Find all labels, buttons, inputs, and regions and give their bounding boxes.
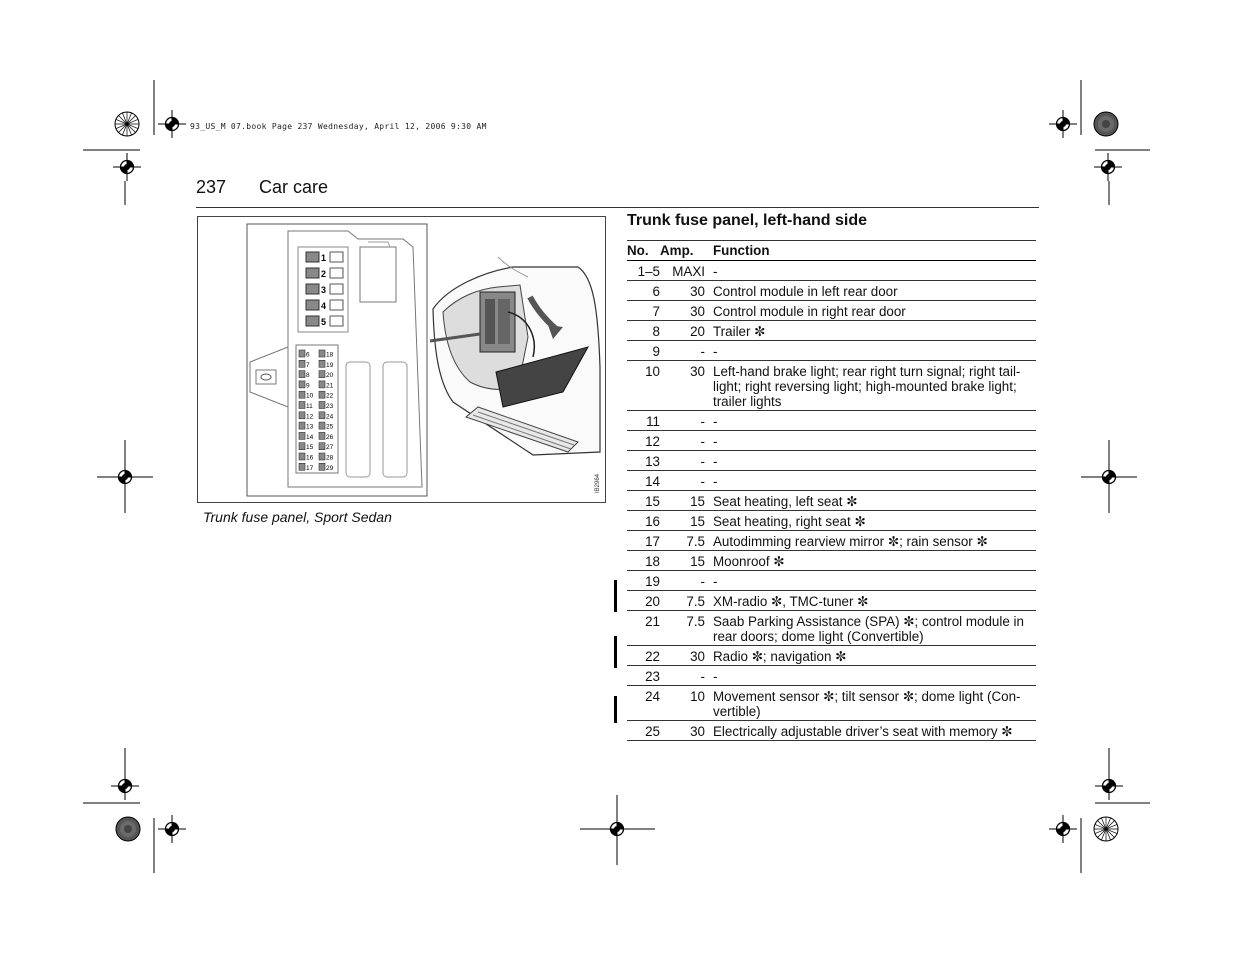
mini-fuse-label: 27 [326, 444, 334, 452]
fuse-number: 24 [627, 686, 660, 721]
fuse-amperage: 10 [660, 686, 705, 721]
fuse-number: 23 [627, 666, 660, 686]
fuse-amperage: 30 [660, 646, 705, 666]
fuse-amperage: 15 [660, 551, 705, 571]
fuse-function: Radio ✼; navigation ✼ [705, 646, 1036, 666]
table-row [627, 511, 1036, 531]
mini-fuse-label: 25 [326, 423, 334, 431]
maxi-label: 5 [321, 317, 327, 327]
fuse-number: 25 [627, 721, 660, 741]
fuse-function: Moonroof ✼ [705, 551, 1036, 571]
fuse-function: Movement sensor ✼; tilt sensor ✼; dome light (Con-vertible) [705, 686, 1036, 721]
mini-fuse-label: 24 [326, 413, 334, 421]
fuse-amperage: 7.5 [660, 611, 705, 646]
mini-fuse-label: 29 [326, 464, 334, 472]
mini-fuse-label: 7 [306, 361, 310, 369]
figure-code: IB2964 [595, 473, 601, 493]
fuse-number: 13 [627, 451, 660, 471]
fuse-number: 19 [627, 571, 660, 591]
mini-fuse-label: 15 [306, 444, 314, 452]
mini-fuse-label: 26 [326, 433, 334, 441]
column-header-no: No. [627, 241, 660, 261]
section-title: Trunk fuse panel, left-hand side [627, 212, 868, 229]
fuse-number: 1–5 [627, 261, 660, 281]
fuse-number: 16 [627, 511, 660, 531]
fuse-function: - [705, 451, 1036, 471]
fuse-amperage: - [660, 471, 705, 491]
fuse-function: Control module in left rear door [705, 281, 1036, 301]
fuse-number: 12 [627, 431, 660, 451]
mini-fuse-label: 13 [306, 423, 314, 431]
table-row [627, 531, 1036, 551]
fuse-amperage: - [660, 411, 705, 431]
table-row [627, 721, 1036, 741]
trunk-illustration [430, 257, 600, 455]
fuse-amperage: MAXI [660, 261, 705, 281]
table-row [627, 491, 1036, 511]
fuse-function: Seat heating, left seat ✼ [705, 491, 1036, 511]
table-row [627, 451, 1036, 471]
change-bar [614, 696, 617, 723]
fuse-amperage: 20 [660, 321, 705, 341]
fuse-number: 14 [627, 471, 660, 491]
print-header: 93_US_M 07.book Page 237 Wednesday, April 12, 2006 9:30 AM [190, 122, 487, 131]
mini-fuse-label: 6 [306, 351, 310, 359]
fuse-function: - [705, 411, 1036, 431]
table-row [627, 666, 1036, 686]
mini-fuse-label: 14 [306, 433, 314, 441]
figure-caption: Trunk fuse panel, Sport Sedan [203, 509, 392, 525]
mini-fuse-label: 12 [306, 413, 314, 421]
table-row [627, 411, 1036, 431]
fuse-table [627, 240, 1036, 741]
table-header-row [627, 241, 1036, 261]
mini-fuse-label: 16 [306, 454, 314, 462]
table-row [627, 261, 1036, 281]
mini-fuse-label: 28 [326, 454, 334, 462]
fuse-function: Saab Parking Assistance (SPA) ✼; control module in rear doors; dome light (Convertible) [705, 611, 1036, 646]
table-row [627, 591, 1036, 611]
mini-fuse-label: 23 [326, 403, 334, 410]
fuse-amperage: - [660, 431, 705, 451]
table-row [627, 321, 1036, 341]
fuse-amperage: 7.5 [660, 591, 705, 611]
mini-fuse-label: 9 [306, 382, 310, 390]
fuse-number: 21 [627, 611, 660, 646]
fuse-number: 10 [627, 361, 660, 411]
column-header-amp: Amp. [660, 241, 705, 261]
change-bar [614, 636, 617, 668]
fuse-function: - [705, 471, 1036, 491]
fuse-panel-figure [197, 216, 606, 503]
maxi-label: 1 [321, 253, 327, 263]
table-row [627, 571, 1036, 591]
fuse-number: 6 [627, 281, 660, 301]
table-row [627, 281, 1036, 301]
table-row [627, 341, 1036, 361]
fuse-amperage: - [660, 666, 705, 686]
maxi-label: 3 [321, 285, 327, 295]
change-bar [614, 580, 617, 612]
fuse-function: Trailer ✼ [705, 321, 1036, 341]
fuse-number: 7 [627, 301, 660, 321]
fuse-function: - [705, 666, 1036, 686]
fuse-function: - [705, 341, 1036, 361]
table-row [627, 361, 1036, 411]
fuse-function: - [705, 261, 1036, 281]
fuse-function: Control module in right rear door [705, 301, 1036, 321]
header-rule [196, 207, 1039, 208]
fuse-number: 22 [627, 646, 660, 666]
fuse-number: 17 [627, 531, 660, 551]
fuse-amperage: 30 [660, 301, 705, 321]
fuse-function: - [705, 431, 1036, 451]
table-row [627, 686, 1036, 721]
fuse-amperage: 7.5 [660, 531, 705, 551]
fuse-function: Seat heating, right seat ✼ [705, 511, 1036, 531]
fuse-function: Autodimming rearview mirror ✼; rain sensor ✼ [705, 531, 1036, 551]
table-row [627, 551, 1036, 571]
fuse-number: 9 [627, 341, 660, 361]
fuse-amperage: - [660, 451, 705, 471]
fuse-number: 20 [627, 591, 660, 611]
mini-fuse-label: 8 [306, 372, 310, 380]
fuse-function: XM-radio ✼, TMC-tuner ✼ [705, 591, 1036, 611]
mini-fuse-label: 19 [326, 361, 334, 369]
fuse-amperage: 15 [660, 491, 705, 511]
fuse-table-body [627, 261, 1036, 741]
chapter-title: Car care [259, 177, 329, 197]
fuse-function: Electrically adjustable driver’s seat with memory ✼ [705, 721, 1036, 741]
mini-fuse-label: 11 [306, 403, 313, 410]
mini-fuse-label: 10 [306, 392, 314, 400]
fuse-number: 8 [627, 321, 660, 341]
mini-fuses [299, 350, 334, 472]
fuse-amperage: - [660, 341, 705, 361]
fuse-amperage: 30 [660, 361, 705, 411]
maxi-label: 4 [321, 301, 327, 311]
fuse-number: 11 [627, 411, 660, 431]
mini-fuse-label: 20 [326, 372, 334, 380]
fuse-function: - [705, 571, 1036, 591]
mini-fuse-label: 18 [326, 351, 334, 359]
maxi-label: 2 [321, 269, 327, 279]
column-header-function: Function [705, 241, 1036, 261]
table-row [627, 301, 1036, 321]
table-row [627, 646, 1036, 666]
fuse-amperage: - [660, 571, 705, 591]
fuse-number: 15 [627, 491, 660, 511]
mini-fuse-label: 22 [326, 392, 334, 400]
page-number: 237 [196, 177, 227, 197]
table-row [627, 471, 1036, 491]
fuse-panel-illustration [198, 217, 605, 502]
mini-fuse-label: 21 [326, 382, 334, 390]
fuse-number: 18 [627, 551, 660, 571]
fuse-amperage: 30 [660, 721, 705, 741]
table-row [627, 611, 1036, 646]
fuse-amperage: 30 [660, 281, 705, 301]
table-row [627, 431, 1036, 451]
fuse-amperage: 15 [660, 511, 705, 531]
fuse-function: Left-hand brake light; rear right turn signal; right tail-light; right reversing light; high-mounted brake light; trailer lights [705, 361, 1036, 411]
mini-fuse-label: 17 [306, 464, 314, 472]
